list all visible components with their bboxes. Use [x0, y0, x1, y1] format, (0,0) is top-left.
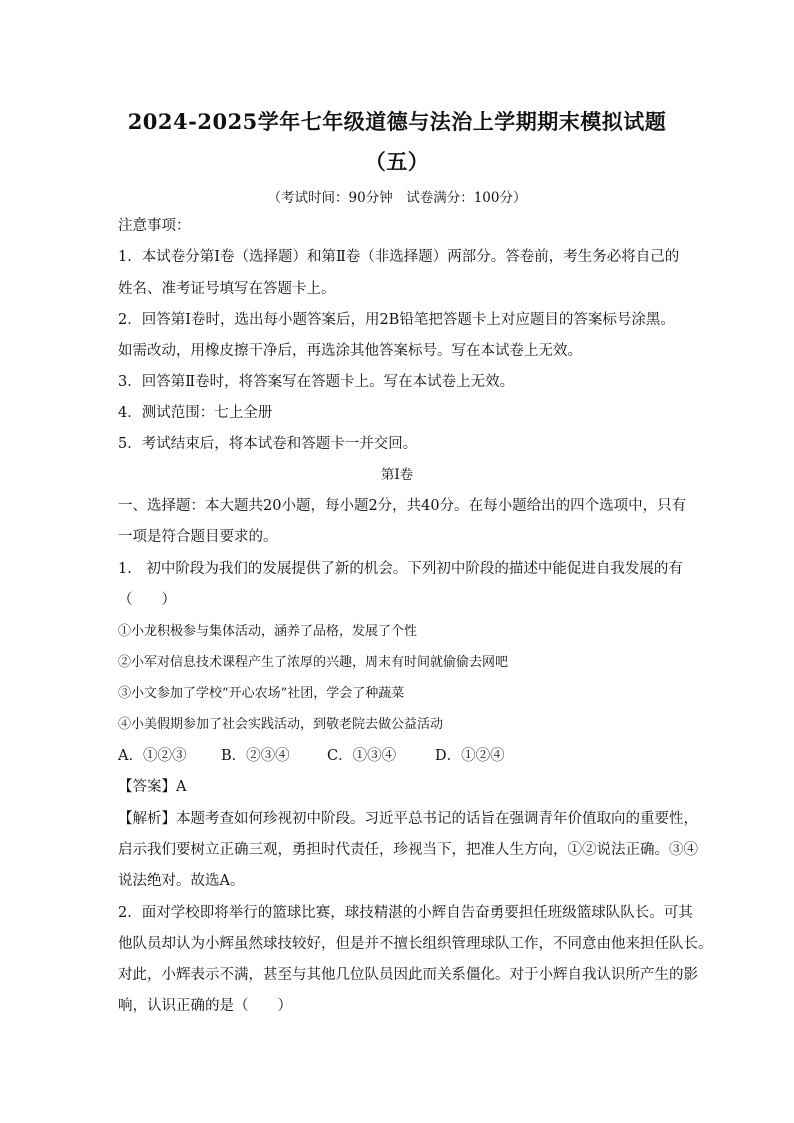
section-intro-line: 一项是符合题目要求的。 [118, 529, 278, 545]
question-1-analysis: 说法绝对。故选A。 [118, 873, 245, 889]
question-2-stem: 他队员却认为小辉虽然球技较好，但是并不擅长组织管理球队工作，不同意由他来担任队长。 [118, 936, 713, 952]
exam-title-number: （五） [364, 149, 430, 174]
section-title: 第Ⅰ卷 [380, 467, 414, 483]
option-c: C．①③④ [327, 748, 397, 764]
question-1-analysis: 启示我们要树立正确三观，勇担时代责任，珍视当下，把准人生方向，①②说法正确。③④ [118, 842, 698, 858]
question-2-stem: 对此，小辉表示不满，甚至与其他几位队员因此而关系僵化。对于小辉自我认识所产生的影 [118, 967, 698, 983]
option-a: A．①②③ [118, 748, 187, 764]
note-line: 4．测试范围：七上全册 [118, 405, 273, 421]
question-1-analysis: 【解析】本题考查如何珍视初中阶段。习近平总书记的话旨在强调青年价值取向的重要性， [118, 811, 698, 827]
question-1-statement: ④小美假期参加了社会实践活动，到敬老院去做公益活动 [118, 717, 444, 732]
question-1-answer: 【答案】A [118, 779, 187, 795]
note-line: 1．本试卷分第Ⅰ卷（选择题）和第Ⅱ卷（非选择题）两部分。答卷前，考生务必将自己的 [118, 249, 680, 265]
note-line: 姓名、准考证号填写在答题卡上。 [118, 281, 336, 297]
question-1-statement: ①小龙积极参与集体活动，涵养了品格，发展了个性 [118, 624, 418, 639]
question-1-stem: （ ） [118, 592, 176, 608]
section-intro-line: 一、选择题：本大题共20小题，每小题2分，共40分。在每小题给出的四个选项中，只有 [118, 498, 687, 514]
question-1-stem: 1. 初中阶段为我们的发展提供了新的机会。下列初中阶段的描述中能促进自我发展的有 [118, 561, 683, 577]
question-2-stem: 2．面对学校即将举行的篮球比赛，球技精湛的小辉自告奋勇要担任班级篮球队队长。可其 [118, 905, 693, 921]
note-line: 2．回答第Ⅰ卷时，选出每小题答案后，用2B铅笔把答题卡上对应题目的答案标号涂黑。 [118, 312, 675, 328]
note-line: 5．考试结束后，将本试卷和答题卡一并交回。 [118, 436, 418, 452]
question-1-statement: ②小军对信息技术课程产生了浓厚的兴趣，周末有时间就偷偷去网吧 [118, 655, 509, 670]
notes-heading: 注意事项： [118, 218, 191, 234]
question-1-statement: ③小文参加了学校“开心农场”社团，学会了种蔬菜 [118, 686, 405, 701]
note-line: 如需改动，用橡皮擦干净后，再选涂其他答案标号。写在本试卷上无效。 [118, 343, 582, 359]
exam-time-info: （考试时间：90分钟 试卷满分：100分） [267, 190, 527, 206]
option-d: D．①②④ [435, 748, 505, 764]
question-1-options [118, 746, 505, 766]
exam-title: 2024-2025学年七年级道德与法治上学期期末模拟试题 [127, 109, 667, 134]
option-b: B．②③④ [221, 748, 290, 764]
note-line: 3．回答第Ⅱ卷时，将答案写在答题卡上。写在本试卷上无效。 [118, 374, 515, 390]
question-2-stem: 响，认识正确的是（ ） [118, 998, 292, 1014]
